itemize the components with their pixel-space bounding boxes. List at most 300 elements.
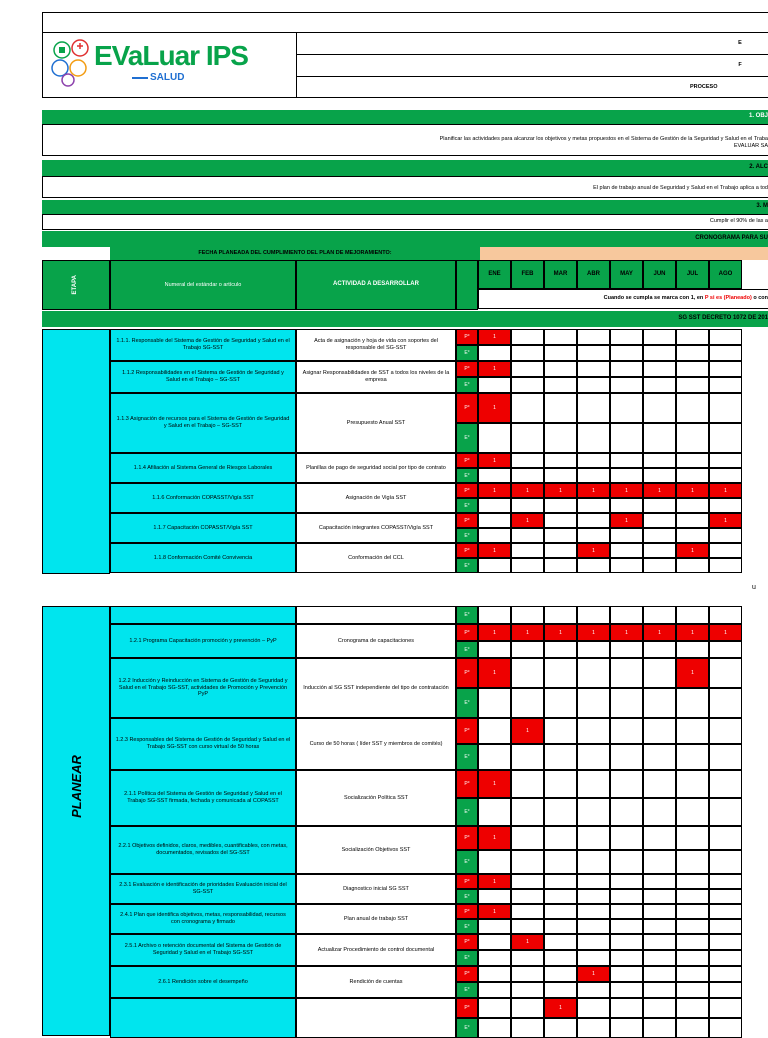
- executed-cell[interactable]: [511, 744, 544, 770]
- executed-cell[interactable]: [478, 423, 511, 453]
- executed-cell[interactable]: [577, 498, 610, 513]
- planned-cell[interactable]: [511, 658, 544, 688]
- executed-cell[interactable]: [610, 558, 643, 573]
- executed-cell[interactable]: [610, 468, 643, 483]
- planned-cell[interactable]: [709, 770, 742, 798]
- executed-cell[interactable]: [643, 528, 676, 543]
- executed-cell[interactable]: [676, 468, 709, 483]
- executed-cell[interactable]: [709, 1018, 742, 1038]
- row-actividad: Diagnostico inicial SG SST: [296, 874, 456, 904]
- executed-cell[interactable]: [610, 641, 643, 658]
- planned-cell[interactable]: [610, 904, 643, 919]
- planned-cell[interactable]: [709, 718, 742, 744]
- planned-cell[interactable]: [544, 718, 577, 744]
- planned-cell[interactable]: [478, 874, 511, 889]
- planned-cell[interactable]: [709, 966, 742, 982]
- executed-cell[interactable]: [511, 377, 544, 393]
- executed-cell[interactable]: [478, 606, 511, 624]
- planned-cell[interactable]: [544, 393, 577, 423]
- executed-cell[interactable]: [709, 641, 742, 658]
- planned-cell[interactable]: [643, 826, 676, 850]
- executed-cell[interactable]: [610, 528, 643, 543]
- planned-cell[interactable]: [478, 998, 511, 1018]
- planned-cell[interactable]: [709, 361, 742, 377]
- planned-cell[interactable]: [676, 658, 709, 688]
- planned-cell[interactable]: [709, 998, 742, 1018]
- executed-cell[interactable]: [643, 982, 676, 998]
- row-numeral: 2.6.1 Rendición sobre el desempeño: [110, 966, 296, 998]
- executed-cell[interactable]: [610, 889, 643, 904]
- planned-cell[interactable]: [676, 513, 709, 528]
- executed-cell[interactable]: [577, 1018, 610, 1038]
- planned-cell[interactable]: [610, 934, 643, 950]
- header-numeral: Numeral del estándar o artículo: [110, 260, 296, 310]
- planned-cell[interactable]: [577, 826, 610, 850]
- executed-cell[interactable]: [643, 919, 676, 934]
- planned-cell[interactable]: [544, 483, 577, 498]
- executed-cell[interactable]: [709, 423, 742, 453]
- executed-cell[interactable]: [676, 423, 709, 453]
- planned-cell[interactable]: [511, 934, 544, 950]
- planned-cell[interactable]: [511, 483, 544, 498]
- executed-cell[interactable]: [544, 528, 577, 543]
- planned-cell[interactable]: [511, 329, 544, 345]
- executed-cell[interactable]: [610, 744, 643, 770]
- planned-cell[interactable]: [709, 826, 742, 850]
- executed-cell[interactable]: [643, 688, 676, 718]
- planned-cell[interactable]: [511, 904, 544, 919]
- planned-cell[interactable]: [643, 770, 676, 798]
- executed-cell[interactable]: [676, 688, 709, 718]
- executed-cell[interactable]: [643, 558, 676, 573]
- planned-cell[interactable]: [478, 624, 511, 641]
- planned-cell[interactable]: [610, 998, 643, 1018]
- planned-cell[interactable]: [610, 826, 643, 850]
- planned-cell[interactable]: [577, 483, 610, 498]
- executed-cell[interactable]: [709, 468, 742, 483]
- executed-cell[interactable]: [478, 889, 511, 904]
- executed-cell[interactable]: [511, 982, 544, 998]
- planned-cell[interactable]: [511, 543, 544, 558]
- executed-cell[interactable]: [643, 950, 676, 966]
- planned-cell[interactable]: [610, 624, 643, 641]
- planned-cell[interactable]: [676, 483, 709, 498]
- planned-cell[interactable]: [511, 826, 544, 850]
- planned-cell[interactable]: [709, 658, 742, 688]
- executed-cell[interactable]: [544, 950, 577, 966]
- executed-cell[interactable]: [709, 982, 742, 998]
- executed-cell[interactable]: [709, 850, 742, 874]
- executed-cell[interactable]: [610, 798, 643, 826]
- executed-cell[interactable]: [610, 919, 643, 934]
- executed-cell[interactable]: [676, 850, 709, 874]
- executed-cell[interactable]: [709, 919, 742, 934]
- planned-cell[interactable]: [676, 770, 709, 798]
- planned-cell[interactable]: [577, 453, 610, 468]
- planned-cell[interactable]: [610, 770, 643, 798]
- planned-cell[interactable]: [709, 874, 742, 889]
- executed-cell[interactable]: [709, 798, 742, 826]
- planned-cell[interactable]: [709, 624, 742, 641]
- executed-cell[interactable]: [709, 558, 742, 573]
- executed-cell[interactable]: [643, 423, 676, 453]
- planned-cell[interactable]: [511, 624, 544, 641]
- planned-cell[interactable]: [478, 718, 511, 744]
- executed-cell[interactable]: [577, 889, 610, 904]
- executed-cell[interactable]: [643, 498, 676, 513]
- planned-cell[interactable]: [544, 998, 577, 1018]
- planned-cell[interactable]: [643, 904, 676, 919]
- planned-cell[interactable]: [577, 624, 610, 641]
- executed-cell[interactable]: [643, 798, 676, 826]
- executed-cell[interactable]: [676, 1018, 709, 1038]
- planned-cell[interactable]: [511, 874, 544, 889]
- planned-cell[interactable]: [676, 393, 709, 423]
- planned-cell[interactable]: [478, 966, 511, 982]
- executed-cell[interactable]: [544, 919, 577, 934]
- planned-cell[interactable]: [643, 513, 676, 528]
- planned-cell[interactable]: [643, 658, 676, 688]
- planned-cell[interactable]: [544, 513, 577, 528]
- executed-cell[interactable]: [643, 850, 676, 874]
- executed-cell[interactable]: [709, 950, 742, 966]
- executed-cell[interactable]: [511, 423, 544, 453]
- planned-cell[interactable]: [709, 934, 742, 950]
- executed-cell[interactable]: [610, 950, 643, 966]
- executed-cell[interactable]: [610, 423, 643, 453]
- planned-cell[interactable]: [478, 543, 511, 558]
- executed-cell[interactable]: [544, 982, 577, 998]
- row-numeral: 1.1.6 Conformación COPASST/Vigía SST: [110, 483, 296, 513]
- executed-cell[interactable]: [577, 345, 610, 361]
- executed-cell[interactable]: [511, 468, 544, 483]
- planned-cell[interactable]: [577, 513, 610, 528]
- planned-cell[interactable]: [676, 966, 709, 982]
- planned-cell[interactable]: [643, 874, 676, 889]
- executed-cell[interactable]: [676, 498, 709, 513]
- executed-cell[interactable]: [709, 688, 742, 718]
- planned-cell[interactable]: [709, 513, 742, 528]
- planned-cell[interactable]: [709, 393, 742, 423]
- executed-cell[interactable]: [544, 558, 577, 573]
- executed-cell[interactable]: [511, 850, 544, 874]
- mark-value: 1: [724, 487, 727, 494]
- planned-cell[interactable]: [610, 513, 643, 528]
- executed-cell[interactable]: [544, 744, 577, 770]
- planned-cell[interactable]: [643, 393, 676, 423]
- executed-cell[interactable]: [478, 919, 511, 934]
- planned-cell[interactable]: [610, 966, 643, 982]
- planned-cell[interactable]: [544, 904, 577, 919]
- planned-cell[interactable]: [610, 543, 643, 558]
- executed-cell[interactable]: [676, 744, 709, 770]
- planned-cell[interactable]: [511, 770, 544, 798]
- planned-cell[interactable]: [643, 453, 676, 468]
- mark-value: 1: [724, 629, 727, 636]
- row-numeral: [110, 998, 296, 1038]
- planned-cell[interactable]: [577, 770, 610, 798]
- executed-cell[interactable]: [478, 345, 511, 361]
- planned-cell[interactable]: [643, 329, 676, 345]
- note-suffix: o con: [753, 295, 768, 301]
- planned-label: P°: [456, 483, 478, 498]
- planned-cell[interactable]: [643, 998, 676, 1018]
- planned-cell[interactable]: [478, 453, 511, 468]
- executed-cell[interactable]: [610, 498, 643, 513]
- row-actividad: Curso de 50 horas ( líder SST y miembros de comités): [296, 718, 456, 770]
- executed-cell[interactable]: [544, 889, 577, 904]
- executed-cell[interactable]: [610, 850, 643, 874]
- planned-cell[interactable]: [643, 361, 676, 377]
- planned-cell[interactable]: [709, 329, 742, 345]
- planned-cell[interactable]: [478, 658, 511, 688]
- executed-cell[interactable]: [478, 688, 511, 718]
- executed-cell[interactable]: [709, 744, 742, 770]
- executed-cell[interactable]: [643, 606, 676, 624]
- planned-cell[interactable]: [544, 624, 577, 641]
- executed-cell[interactable]: [709, 889, 742, 904]
- executed-cell[interactable]: [478, 498, 511, 513]
- planned-cell[interactable]: [676, 718, 709, 744]
- executed-label: E°: [456, 377, 478, 393]
- planned-cell[interactable]: [544, 934, 577, 950]
- planned-cell[interactable]: [511, 361, 544, 377]
- planned-cell[interactable]: [643, 543, 676, 558]
- executed-cell[interactable]: [478, 558, 511, 573]
- planned-cell[interactable]: [577, 393, 610, 423]
- planned-cell[interactable]: [676, 904, 709, 919]
- executed-cell[interactable]: [610, 606, 643, 624]
- planned-cell[interactable]: [478, 513, 511, 528]
- planned-cell[interactable]: [478, 361, 511, 377]
- planned-cell[interactable]: [610, 453, 643, 468]
- executed-cell[interactable]: [478, 798, 511, 826]
- executed-cell[interactable]: [511, 606, 544, 624]
- planned-cell[interactable]: [643, 966, 676, 982]
- executed-cell[interactable]: [610, 345, 643, 361]
- planned-cell[interactable]: [610, 718, 643, 744]
- planned-cell[interactable]: [643, 483, 676, 498]
- executed-cell[interactable]: [709, 528, 742, 543]
- executed-cell[interactable]: [511, 950, 544, 966]
- planned-cell[interactable]: [544, 658, 577, 688]
- planned-cell[interactable]: [478, 904, 511, 919]
- planned-cell[interactable]: [610, 658, 643, 688]
- planned-cell[interactable]: [577, 934, 610, 950]
- planned-cell[interactable]: [577, 329, 610, 345]
- planned-cell[interactable]: [478, 393, 511, 423]
- executed-cell[interactable]: [577, 423, 610, 453]
- executed-cell[interactable]: [544, 798, 577, 826]
- planned-cell[interactable]: [478, 770, 511, 798]
- executed-cell[interactable]: [643, 468, 676, 483]
- executed-cell[interactable]: [577, 744, 610, 770]
- executed-cell[interactable]: [511, 558, 544, 573]
- planned-cell[interactable]: [676, 453, 709, 468]
- planned-cell[interactable]: [511, 513, 544, 528]
- planned-cell[interactable]: [643, 934, 676, 950]
- planned-cell[interactable]: [511, 718, 544, 744]
- executed-cell[interactable]: [676, 641, 709, 658]
- planned-cell[interactable]: [511, 966, 544, 982]
- executed-cell[interactable]: [511, 498, 544, 513]
- executed-cell[interactable]: [478, 1018, 511, 1038]
- executed-cell[interactable]: [676, 377, 709, 393]
- executed-cell[interactable]: [544, 377, 577, 393]
- executed-cell[interactable]: [511, 345, 544, 361]
- planned-cell[interactable]: [544, 329, 577, 345]
- planned-cell[interactable]: [511, 998, 544, 1018]
- executed-cell[interactable]: [577, 558, 610, 573]
- executed-cell[interactable]: [478, 641, 511, 658]
- executed-cell[interactable]: [643, 1018, 676, 1038]
- planned-cell[interactable]: [610, 393, 643, 423]
- executed-cell[interactable]: [577, 528, 610, 543]
- planned-cell[interactable]: [577, 718, 610, 744]
- planned-cell[interactable]: [643, 718, 676, 744]
- planned-cell[interactable]: [709, 904, 742, 919]
- crono-title: CRONOGRAMA PARA SU: [600, 231, 768, 247]
- planned-cell[interactable]: [511, 453, 544, 468]
- planned-cell[interactable]: [577, 966, 610, 982]
- planned-cell[interactable]: [577, 904, 610, 919]
- executed-cell[interactable]: [478, 528, 511, 543]
- planned-cell[interactable]: [577, 998, 610, 1018]
- executed-cell[interactable]: [478, 468, 511, 483]
- executed-cell[interactable]: [544, 468, 577, 483]
- planned-cell[interactable]: [478, 483, 511, 498]
- planned-cell[interactable]: [643, 624, 676, 641]
- executed-cell[interactable]: [610, 688, 643, 718]
- planned-cell[interactable]: [544, 826, 577, 850]
- executed-cell[interactable]: [511, 919, 544, 934]
- planned-cell[interactable]: [709, 453, 742, 468]
- planned-cell[interactable]: [676, 624, 709, 641]
- executed-cell[interactable]: [676, 950, 709, 966]
- executed-label: E°: [456, 798, 478, 826]
- planned-cell[interactable]: [577, 361, 610, 377]
- row-numeral: 1.1.2 Responsabilidades en el Sistema de Gestión de Seguridad y Salud en el Trabajo – SG-SST: [110, 361, 296, 393]
- mark-value: 1: [493, 835, 496, 841]
- executed-cell[interactable]: [676, 919, 709, 934]
- executed-cell[interactable]: [676, 798, 709, 826]
- executed-cell[interactable]: [544, 850, 577, 874]
- executed-cell[interactable]: [643, 641, 676, 658]
- row-actividad: Socialización Política SST: [296, 770, 456, 826]
- planned-cell[interactable]: [676, 361, 709, 377]
- executed-cell[interactable]: [511, 798, 544, 826]
- executed-cell[interactable]: [478, 850, 511, 874]
- executed-cell[interactable]: [676, 606, 709, 624]
- executed-cell[interactable]: [577, 950, 610, 966]
- executed-cell[interactable]: [577, 641, 610, 658]
- executed-cell[interactable]: [544, 498, 577, 513]
- executed-cell[interactable]: [709, 377, 742, 393]
- planned-cell[interactable]: [544, 874, 577, 889]
- planned-cell[interactable]: [544, 453, 577, 468]
- executed-cell[interactable]: [544, 688, 577, 718]
- planned-cell[interactable]: [709, 483, 742, 498]
- mark-value: 1: [592, 971, 595, 977]
- executed-cell[interactable]: [478, 982, 511, 998]
- planned-cell[interactable]: [544, 966, 577, 982]
- planned-cell[interactable]: [544, 543, 577, 558]
- executed-cell[interactable]: [544, 606, 577, 624]
- executed-cell[interactable]: [643, 377, 676, 393]
- planned-cell[interactable]: [709, 543, 742, 558]
- executed-cell[interactable]: [643, 744, 676, 770]
- executed-cell[interactable]: [577, 982, 610, 998]
- executed-cell[interactable]: [577, 606, 610, 624]
- executed-label: E°: [456, 950, 478, 966]
- executed-cell[interactable]: [709, 345, 742, 361]
- planned-cell[interactable]: [478, 329, 511, 345]
- executed-cell[interactable]: [676, 889, 709, 904]
- executed-cell[interactable]: [610, 377, 643, 393]
- planned-cell[interactable]: [577, 543, 610, 558]
- executed-cell[interactable]: [478, 744, 511, 770]
- planned-cell[interactable]: [610, 874, 643, 889]
- planned-cell[interactable]: [610, 329, 643, 345]
- planned-cell[interactable]: [676, 934, 709, 950]
- planned-cell[interactable]: [544, 361, 577, 377]
- executed-cell[interactable]: [709, 606, 742, 624]
- executed-cell[interactable]: [610, 1018, 643, 1038]
- executed-cell[interactable]: [577, 688, 610, 718]
- executed-cell[interactable]: [676, 558, 709, 573]
- executed-cell[interactable]: [511, 1018, 544, 1038]
- planned-cell[interactable]: [610, 361, 643, 377]
- executed-cell[interactable]: [511, 528, 544, 543]
- executed-cell[interactable]: [709, 498, 742, 513]
- planned-cell[interactable]: [478, 934, 511, 950]
- executed-cell[interactable]: [544, 423, 577, 453]
- planned-cell[interactable]: [676, 826, 709, 850]
- executed-cell[interactable]: [643, 889, 676, 904]
- executed-cell[interactable]: [544, 345, 577, 361]
- executed-cell[interactable]: [544, 641, 577, 658]
- row-actividad: Acta de asignación y hoja de vida con soportes del responsable del SG-SST: [296, 329, 456, 361]
- executed-cell[interactable]: [511, 641, 544, 658]
- planned-cell[interactable]: [544, 770, 577, 798]
- planned-cell[interactable]: [577, 874, 610, 889]
- planned-cell[interactable]: [676, 543, 709, 558]
- executed-cell[interactable]: [577, 919, 610, 934]
- executed-cell[interactable]: [610, 982, 643, 998]
- executed-cell[interactable]: [478, 377, 511, 393]
- planned-label: P°: [456, 393, 478, 423]
- executed-cell[interactable]: [577, 468, 610, 483]
- executed-cell[interactable]: [676, 345, 709, 361]
- planned-cell[interactable]: [676, 874, 709, 889]
- planned-cell[interactable]: [511, 393, 544, 423]
- executed-cell[interactable]: [577, 850, 610, 874]
- planned-cell[interactable]: [577, 658, 610, 688]
- executed-cell[interactable]: [478, 950, 511, 966]
- executed-cell[interactable]: [511, 889, 544, 904]
- executed-cell[interactable]: [544, 1018, 577, 1038]
- planned-cell[interactable]: [676, 329, 709, 345]
- executed-cell[interactable]: [511, 688, 544, 718]
- executed-cell[interactable]: [676, 528, 709, 543]
- executed-cell[interactable]: [676, 982, 709, 998]
- executed-cell[interactable]: [577, 377, 610, 393]
- planned-cell[interactable]: [610, 483, 643, 498]
- planned-cell[interactable]: [676, 998, 709, 1018]
- executed-cell[interactable]: [643, 345, 676, 361]
- executed-cell[interactable]: [577, 798, 610, 826]
- planned-cell[interactable]: [478, 826, 511, 850]
